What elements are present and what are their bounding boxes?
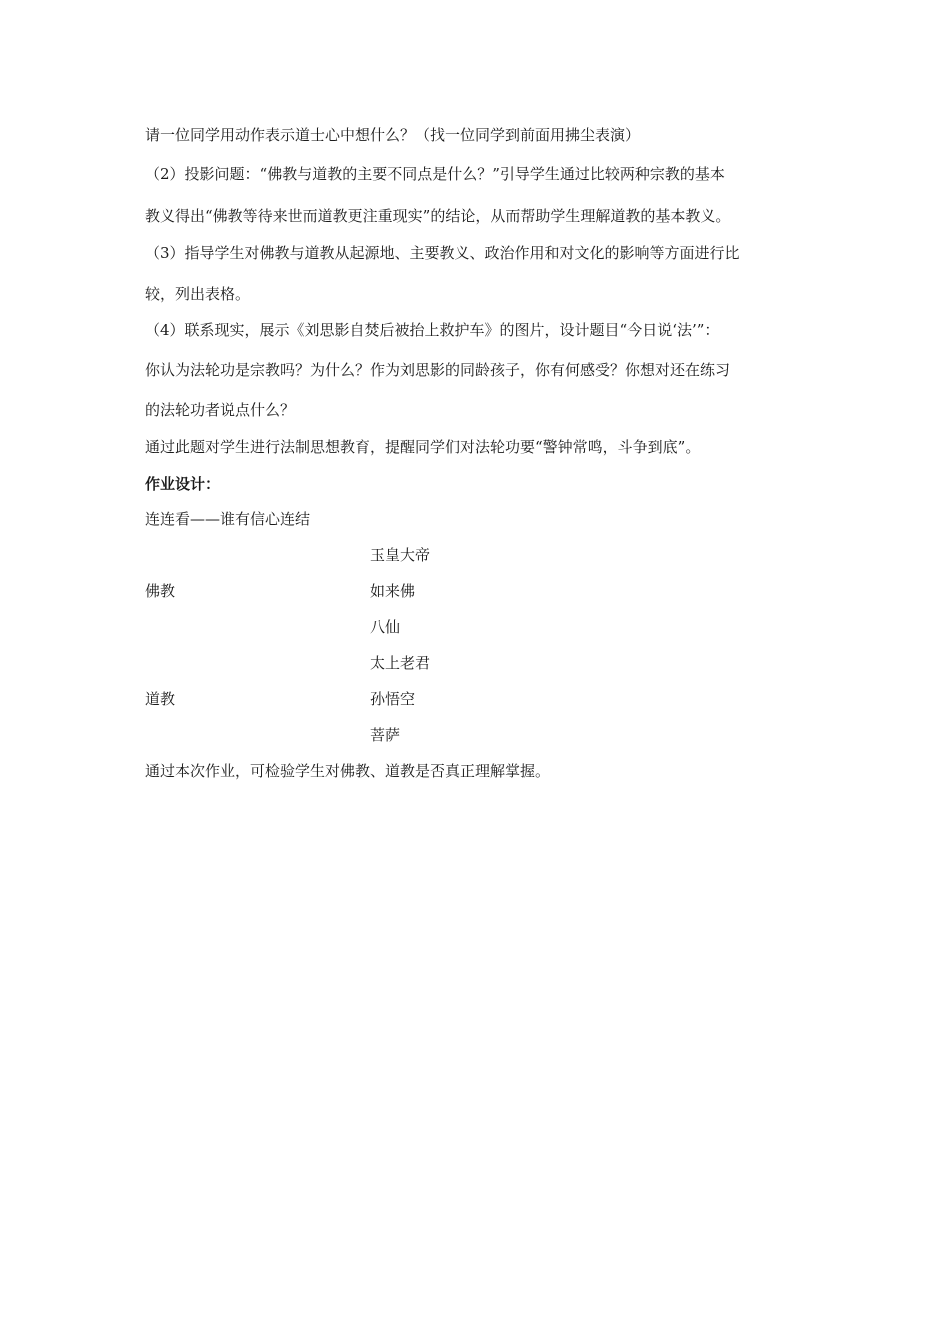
paragraph-3-line-1: （3）指导学生对佛教与道教从起源地、主要教义、政治作用和对文化的影响等方面进行比 bbox=[145, 244, 740, 262]
match-option: 如来佛 bbox=[370, 582, 416, 600]
paragraph-3-line-2: 较，列出表格。 bbox=[145, 285, 251, 303]
paragraph-4-line-3: 的法轮功者说点什么？ bbox=[145, 401, 296, 419]
homework-subheading: 连连看——谁有信心连结 bbox=[145, 510, 311, 528]
match-category: 佛教 bbox=[145, 582, 176, 600]
match-option: 玉皇大帝 bbox=[370, 546, 431, 564]
match-option: 太上老君 bbox=[370, 654, 431, 672]
match-option: 孙悟空 bbox=[370, 690, 416, 708]
paragraph-5: 通过此题对学生进行法制思想教育，提醒同学们对法轮功要“警钟常鸣，斗争到底”。 bbox=[145, 438, 701, 456]
paragraph-2-line-1: （2）投影问题：“佛教与道教的主要不同点是什么？”引导学生通过比较两种宗教的基本 bbox=[145, 165, 725, 183]
paragraph-2-line-2: 教义得出“佛教等待来世而道教更注重现实”的结论，从而帮助学生理解道教的基本教义。 bbox=[145, 207, 731, 225]
homework-heading: 作业设计： bbox=[145, 475, 221, 493]
match-category: 道教 bbox=[145, 690, 176, 708]
match-option: 八仙 bbox=[370, 618, 401, 636]
match-option: 菩萨 bbox=[370, 726, 401, 744]
paragraph-4-line-2: 你认为法轮功是宗教吗？为什么？作为刘思影的同龄孩子，你有何感受？你想对还在练习 bbox=[145, 361, 731, 379]
paragraph-dao-gesture: 请一位同学用动作表示道士心中想什么？（找一位同学到前面用拂尘表演） bbox=[145, 126, 641, 144]
homework-conclusion: 通过本次作业，可检验学生对佛教、道教是否真正理解掌握。 bbox=[145, 762, 551, 780]
paragraph-4-line-1: （4）联系现实，展示《刘思影自焚后被抬上救护车》的图片，设计题目“今日说‘法’”： bbox=[145, 321, 720, 339]
